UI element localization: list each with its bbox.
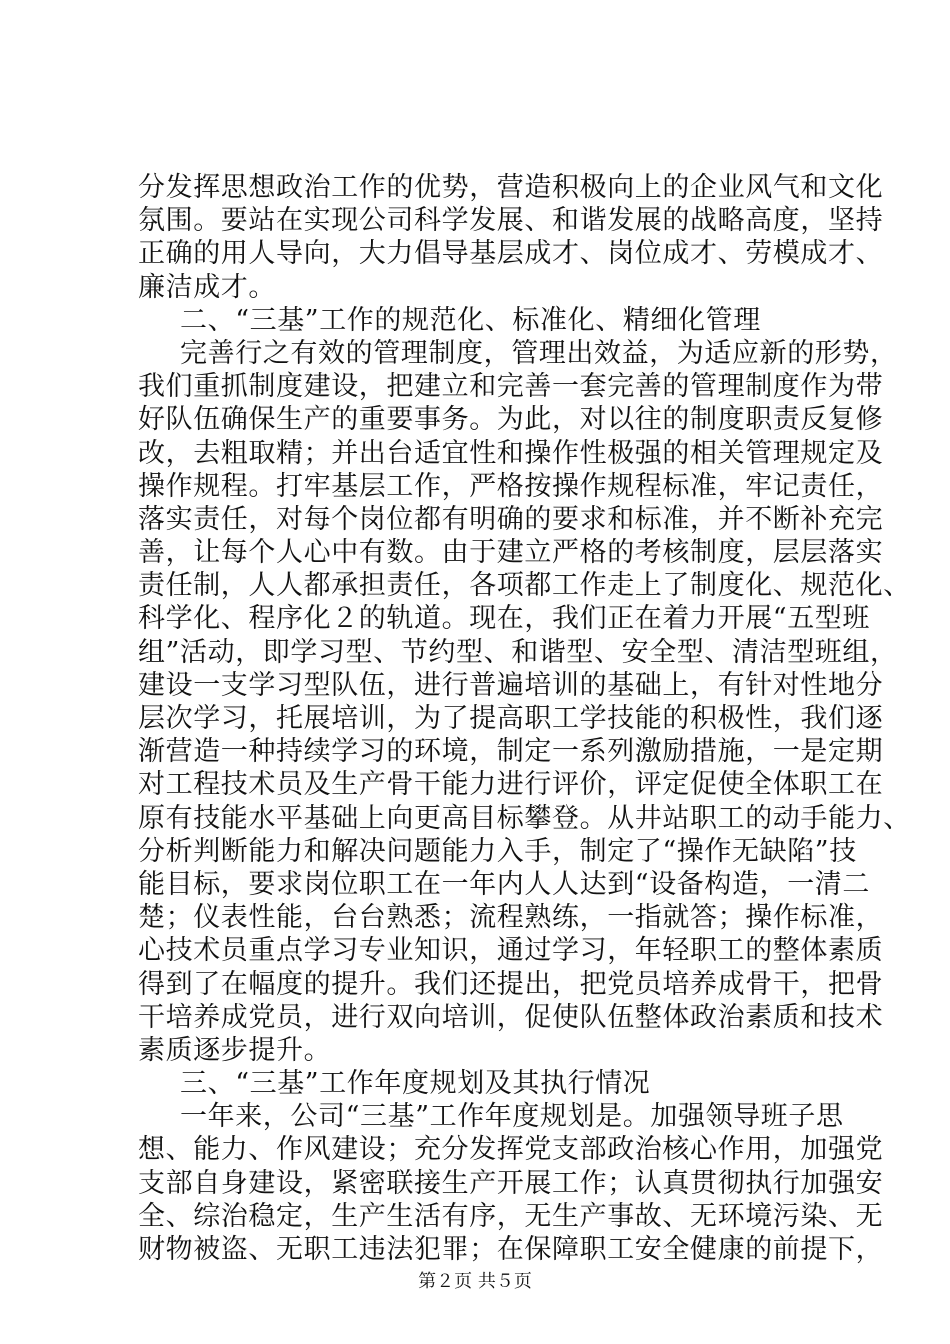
page-number: 第２页 共５页 — [418, 1271, 532, 1292]
text-line: 善，让每个人心中有数。由于建立严格的考核制度，层层落实 — [138, 537, 884, 569]
text-line: 氛围。要站在实现公司科学发展、和谐发展的战略高度，坚持 — [138, 205, 884, 237]
text-line: 楚；仪表性能，台台熟悉；流程熟练，一指就答；操作标准， — [138, 902, 884, 934]
text-line: 廉洁成才。 — [138, 271, 276, 303]
text-line: 分发挥思想政治工作的优势，营造积极向上的企业风气和文化 — [138, 172, 884, 203]
text-line: 责任制，人人都承担责任，各项都工作走上了制度化、规范化、 — [138, 570, 911, 602]
text-line: 财物被盗、无职工违法犯罪；在保障职工安全健康的前提下， — [138, 1234, 884, 1265]
text-line: 心技术员重点学习专业知识，通过学习，年轻职工的整体素质 — [138, 935, 884, 967]
text-line: 对工程技术员及生产骨干能力进行评价，评定促使全体职工在 — [138, 769, 884, 801]
text-line: 干培养成党员，进行双向培训，促使队伍整体政治素质和技术 — [138, 1001, 884, 1033]
document-body — [138, 171, 911, 1266]
text-line: 正确的用人导向，大力倡导基层成才、岗位成才、劳模成才、 — [138, 238, 884, 270]
text-line: 操作规程。打牢基层工作，严格按操作规程标准，牢记责任， — [138, 470, 884, 502]
text-line: 原有技能水平基础上向更高目标攀登。从井站职工的动手能力、 — [138, 802, 911, 834]
text-line: 我们重抓制度建设，把建立和完善一套完善的管理制度作为带 — [138, 371, 884, 403]
text-line: 支部自身建设，紧密联接生产开展工作；认真贯彻执行加强安 — [138, 1167, 884, 1199]
section-heading: 二、“三基”工作的规范化、标准化、精细化管理 — [180, 304, 761, 336]
text-line: 渐营造一种持续学习的环境，制定一系列激励措施，一是定期 — [138, 736, 884, 768]
text-line: 一年来，公司“三基”工作年度规划是。加强领导班子思 — [180, 1101, 844, 1133]
text-line: 建设一支学习型队伍，进行普遍培训的基础上，有针对性地分 — [138, 669, 884, 701]
text-line: 能目标，要求岗位职工在一年内人人达到“设备构造，一清二 — [138, 868, 871, 900]
text-line: 好队伍确保生产的重要事务。为此，对以往的制度职责反复修 — [138, 404, 884, 436]
text-line: 完善行之有效的管理制度，管理出效益，为适应新的形势， — [180, 337, 898, 369]
text-line: 分析判断能力和解决问题能力入手，制定了“操作无缺陷”技 — [138, 835, 857, 867]
section-heading: 三、“三基”工作年度规划及其执行情况 — [180, 1068, 651, 1100]
text-line: 组”活动，即学习型、节约型、和谐型、安全型、清洁型班组， — [138, 636, 898, 668]
text-line: 得到了在幅度的提升。我们还提出，把党员培养成骨干，把骨 — [138, 968, 884, 1000]
text-line: 落实责任，对每个岗位都有明确的要求和标准，并不断补充完 — [138, 503, 884, 535]
text-line: 科学化、程序化２的轨道。现在，我们正在着力开展“五型班 — [138, 603, 871, 635]
page-footer — [0, 1271, 950, 1293]
text-line: 素质逐步提升。 — [138, 1034, 332, 1066]
text-line: 全、综治稳定，生产生活有序，无生产事故、无环境污染、无 — [138, 1200, 884, 1232]
text-line: 改，去粗取精；并出台适宜性和操作性极强的相关管理规定及 — [138, 437, 884, 469]
text-line: 想、能力、作风建设；充分发挥党支部政治核心作用，加强党 — [138, 1134, 884, 1166]
text-line: 层次学习，托展培训，为了提高职工学技能的积极性，我们逐 — [138, 703, 884, 734]
